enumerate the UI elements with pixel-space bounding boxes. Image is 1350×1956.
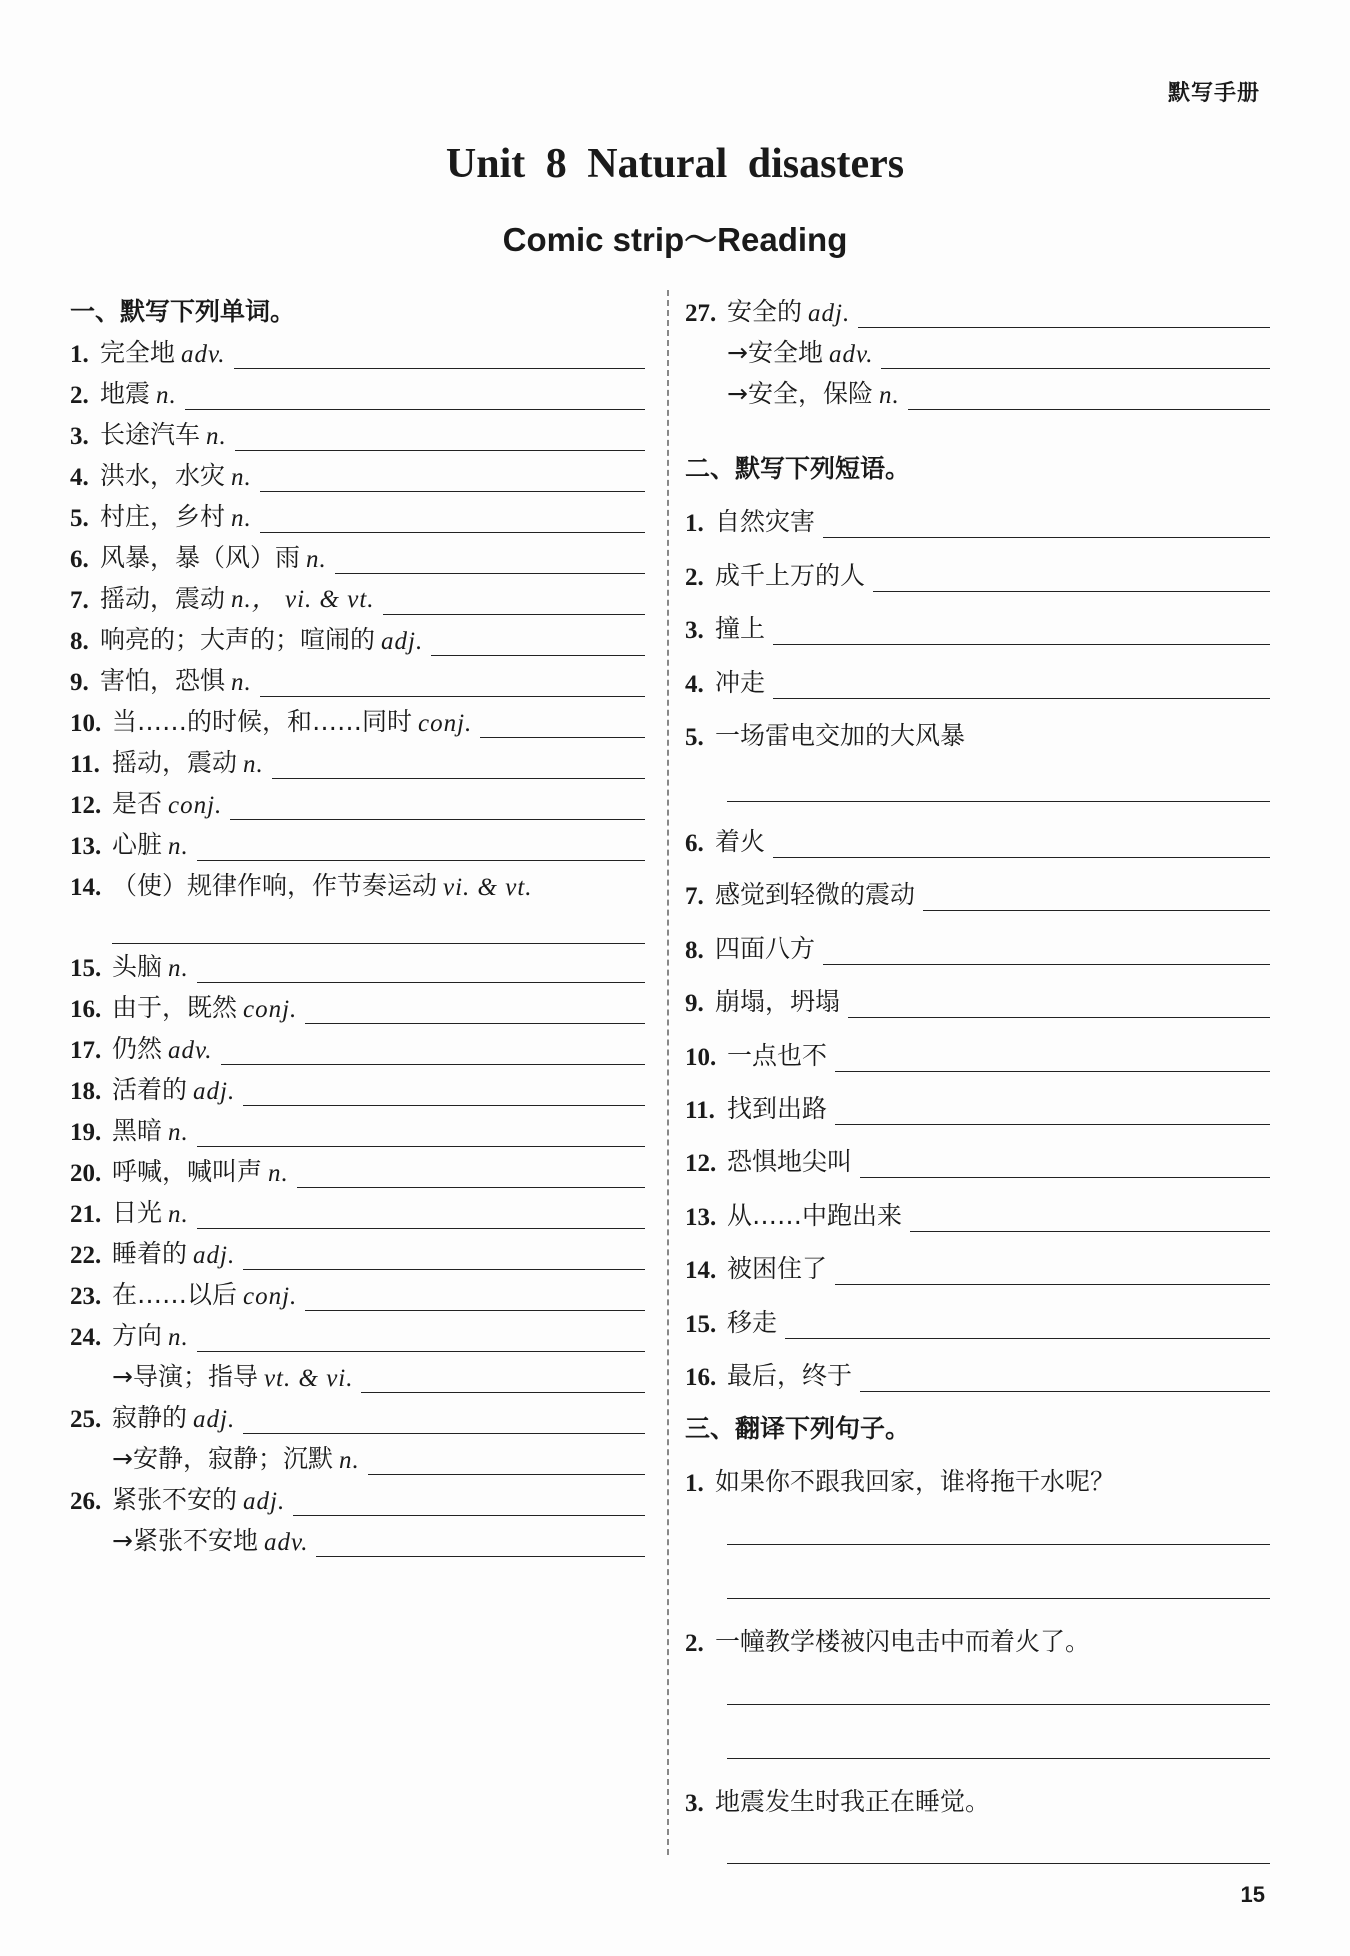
page-title: Unit 8 Natural disasters — [445, 141, 905, 187]
word-item — [70, 575, 645, 615]
word-item — [70, 698, 645, 738]
word-item — [70, 739, 645, 779]
word-item — [685, 288, 1270, 328]
phrase-item — [685, 498, 1270, 538]
item-number: 8. — [685, 937, 704, 964]
item-pos: adj. — [193, 1242, 236, 1269]
item-number: 15. — [685, 1311, 717, 1338]
item-chinese: 仍然 — [112, 1034, 163, 1063]
item-pos: adj. — [808, 300, 851, 327]
phrase-item — [685, 1032, 1270, 1072]
item-pos: n. — [231, 464, 252, 491]
item-chinese: 在……以后 — [112, 1280, 238, 1309]
item-number: 21. — [70, 1201, 102, 1228]
page-number: 15 — [1240, 1882, 1265, 1907]
item-pos: adj. — [193, 1406, 236, 1433]
word-item — [70, 1107, 645, 1147]
item-number: 2. — [685, 564, 704, 591]
phrase-item — [685, 1085, 1270, 1125]
word-item — [70, 329, 645, 369]
phrase-item — [685, 659, 1270, 699]
item-number: 3. — [685, 1790, 704, 1817]
word-item-derived — [685, 370, 1270, 410]
answer-blank[interactable] — [235, 423, 645, 451]
word-item — [70, 1189, 645, 1229]
header-label: 默写手册 — [1167, 81, 1260, 106]
item-chinese: 自然灾害 — [715, 507, 816, 536]
item-pos: vi. & vt. — [443, 874, 533, 901]
item-number: 16. — [70, 996, 102, 1023]
word-item — [70, 534, 645, 574]
word-item — [70, 780, 645, 820]
item-chinese: 四面八方 — [715, 934, 816, 963]
answer-blank[interactable] — [835, 1257, 1270, 1285]
item-number: 26. — [70, 1488, 102, 1515]
item-chinese: 长途汽车 — [100, 420, 201, 449]
phrase-item — [685, 1192, 1270, 1232]
answer-blank[interactable] — [727, 1543, 1270, 1545]
item-number: 19. — [70, 1119, 102, 1146]
answer-blank[interactable] — [316, 1529, 645, 1557]
word-item — [70, 493, 645, 533]
word-item — [70, 1066, 645, 1106]
answer-blank[interactable] — [860, 1364, 1270, 1392]
item-pos: adj. — [381, 628, 424, 655]
item-number: 15. — [70, 955, 102, 982]
section3-heading: 三、翻译下列句子。 — [685, 1414, 911, 1443]
word-item — [70, 1025, 645, 1065]
item-chinese: 移走 — [727, 1308, 778, 1337]
answer-blank[interactable] — [908, 382, 1270, 410]
phrase-item — [685, 1352, 1270, 1392]
answer-blank[interactable] — [260, 669, 645, 697]
column-divider — [667, 290, 669, 1855]
word-item — [70, 1312, 645, 1352]
sentence-item — [685, 1458, 1270, 1498]
answer-blank[interactable] — [243, 1406, 645, 1434]
answer-blank[interactable] — [197, 1201, 645, 1229]
item-chinese: 从……中跑出来 — [727, 1201, 903, 1230]
item-chinese: 一幢教学楼被闪电击中而着火了。 — [715, 1627, 1091, 1656]
phrase-item — [685, 978, 1270, 1018]
item-pos: n. — [168, 955, 189, 982]
word-item — [70, 943, 645, 983]
item-pos: adj. — [193, 1078, 236, 1105]
item-chinese: →导演；指导 — [112, 1362, 258, 1391]
answer-blank[interactable] — [221, 1037, 645, 1065]
item-pos: adv. — [828, 341, 874, 368]
word-item — [70, 1230, 645, 1270]
item-number: 5. — [685, 724, 704, 751]
item-chinese: 完全地 — [100, 338, 176, 367]
word-item — [70, 1148, 645, 1188]
item-number: 17. — [70, 1037, 102, 1064]
item-chinese: 一点也不 — [727, 1041, 828, 1070]
answer-blank[interactable] — [727, 800, 1270, 802]
item-number: 25. — [70, 1406, 102, 1433]
item-chinese: 恐惧地尖叫 — [727, 1147, 853, 1176]
item-pos: n. — [168, 833, 189, 860]
item-chinese: 感觉到轻微的震动 — [715, 880, 916, 909]
item-chinese: 活着的 — [112, 1075, 188, 1104]
item-pos: adv. — [168, 1037, 213, 1064]
item-chinese: →安静，寂静；沉默 — [112, 1444, 333, 1473]
answer-blank[interactable] — [230, 792, 645, 820]
answer-blank[interactable] — [773, 617, 1270, 645]
item-number: 10. — [70, 710, 102, 737]
answer-blank[interactable] — [727, 1703, 1270, 1705]
item-pos: n. — [156, 382, 177, 409]
word-item — [70, 657, 645, 697]
answer-blank[interactable] — [383, 587, 645, 615]
item-number: 12. — [685, 1150, 717, 1177]
item-chinese: 害怕，恐惧 — [100, 666, 226, 695]
answer-blank[interactable] — [858, 300, 1270, 328]
item-chinese: 当……的时候，和……同时 — [112, 707, 413, 736]
word-item — [70, 821, 645, 861]
answer-blank[interactable] — [860, 1150, 1270, 1178]
word-item-derived — [70, 1435, 645, 1475]
item-pos: conj. — [243, 1283, 298, 1310]
answer-blank[interactable] — [197, 1324, 645, 1352]
item-chinese: 着火 — [715, 827, 766, 856]
item-number: 2. — [70, 382, 89, 409]
item-number: 11. — [70, 751, 100, 778]
answer-blank[interactable] — [785, 1311, 1270, 1339]
item-number: 18. — [70, 1078, 102, 1105]
item-number: 23. — [70, 1283, 102, 1310]
answer-blank[interactable] — [368, 1447, 645, 1475]
item-number: 13. — [685, 1204, 717, 1231]
word-item — [70, 452, 645, 492]
phrase-item — [685, 712, 1270, 752]
item-chinese: 心脏 — [112, 830, 163, 859]
item-chinese: 头脑 — [112, 952, 163, 981]
item-pos: n. — [206, 423, 227, 450]
item-chinese: 安全的 — [727, 297, 803, 326]
answer-blank[interactable] — [881, 341, 1270, 369]
item-pos: n. — [168, 1324, 189, 1351]
item-pos: n. — [268, 1160, 289, 1187]
item-chinese: 找到出路 — [727, 1094, 828, 1123]
item-number: 14. — [70, 874, 102, 901]
item-number: 10. — [685, 1044, 717, 1071]
phrase-item — [685, 818, 1270, 858]
item-pos: n. — [243, 751, 264, 778]
item-chinese: 最后，终于 — [727, 1361, 853, 1390]
section3-heading-line — [685, 1405, 1270, 1445]
answer-blank[interactable] — [727, 1757, 1270, 1759]
answer-blank[interactable] — [361, 1365, 645, 1393]
item-number: 12. — [70, 792, 102, 819]
item-chinese: 摇动，震动 — [100, 584, 226, 613]
sentence-item — [685, 1778, 1270, 1818]
item-pos: vt. & vi. — [263, 1365, 354, 1392]
answer-blank[interactable] — [480, 710, 645, 738]
answer-blank[interactable] — [835, 1044, 1270, 1072]
item-number: 13. — [70, 833, 102, 860]
item-pos: adv. — [181, 341, 226, 368]
item-chinese: 日光 — [112, 1198, 163, 1227]
item-number: 3. — [685, 617, 704, 644]
answer-blank[interactable] — [773, 671, 1270, 699]
item-chinese: →紧张不安地 — [112, 1526, 258, 1555]
item-pos: n. — [231, 505, 252, 532]
phrase-item — [685, 871, 1270, 911]
word-item — [70, 862, 645, 902]
item-number: 9. — [70, 669, 89, 696]
answer-blank[interactable] — [260, 505, 645, 533]
answer-blank[interactable] — [910, 1204, 1270, 1232]
item-number: 7. — [685, 883, 704, 910]
item-number: 6. — [70, 546, 89, 573]
answer-blank[interactable] — [297, 1160, 645, 1188]
item-chinese: 洪水，水灾 — [100, 461, 226, 490]
phrase-item — [685, 1299, 1270, 1339]
item-chinese: 被困住了 — [727, 1254, 828, 1283]
item-number: 1. — [685, 1470, 704, 1497]
word-item-derived — [70, 1353, 645, 1393]
item-number: 1. — [685, 510, 704, 537]
answer-blank[interactable] — [305, 996, 645, 1024]
item-chinese: 村庄，乡村 — [100, 502, 226, 531]
answer-blank[interactable] — [335, 546, 645, 574]
answer-blank[interactable] — [431, 628, 645, 656]
answer-blank[interactable] — [185, 382, 645, 410]
item-number: 16. — [685, 1364, 717, 1391]
answer-blank[interactable] — [260, 464, 645, 492]
item-number: 24. — [70, 1324, 102, 1351]
item-chinese: 睡着的 — [112, 1239, 188, 1268]
item-chinese: 是否 — [112, 789, 163, 818]
item-chinese: 地震发生时我正在睡觉。 — [715, 1787, 991, 1816]
item-pos: n. — [878, 382, 900, 409]
answer-blank[interactable] — [305, 1283, 645, 1311]
answer-blank[interactable] — [873, 564, 1270, 592]
item-pos: n.， vi. & vt. — [231, 586, 375, 613]
item-number: 6. — [685, 830, 704, 857]
item-chinese: 风暴，暴（风）雨 — [100, 543, 301, 572]
item-chinese: 呼喊，喊叫声 — [112, 1157, 263, 1186]
section1-heading-line — [70, 288, 645, 328]
section2-heading-line — [685, 445, 1270, 485]
item-number: 2. — [685, 1630, 704, 1657]
word-item-derived — [685, 329, 1270, 369]
word-item — [70, 1271, 645, 1311]
phrase-item — [685, 925, 1270, 965]
answer-blank[interactable] — [848, 990, 1270, 1018]
sentence-item — [685, 1618, 1270, 1658]
page-subtitle: Comic strip～Reading — [502, 221, 848, 258]
item-pos: n. — [338, 1447, 360, 1474]
item-chinese: 地震 — [100, 379, 151, 408]
phrase-item — [685, 1245, 1270, 1285]
item-pos: n. — [306, 546, 327, 573]
item-number: 1. — [70, 341, 89, 368]
item-chinese: 如果你不跟我回家，谁将拖干水呢？ — [715, 1467, 1116, 1496]
item-number: 4. — [70, 464, 89, 491]
word-item — [70, 616, 645, 656]
item-pos: adj. — [243, 1488, 286, 1515]
word-item — [70, 370, 645, 410]
item-number: 27. — [685, 300, 717, 327]
item-number: 4. — [685, 671, 704, 698]
item-chinese: →安全，保险 — [727, 379, 873, 408]
item-pos: conj. — [418, 710, 473, 737]
answer-blank[interactable] — [835, 1097, 1270, 1125]
word-item — [70, 1476, 645, 1516]
answer-blank[interactable] — [727, 1862, 1270, 1864]
item-number: 3. — [70, 423, 89, 450]
answer-blank[interactable] — [243, 1078, 645, 1106]
item-chinese: 方向 — [112, 1321, 163, 1350]
section2-heading: 二、默写下列短语。 — [685, 454, 911, 483]
item-pos: conj. — [243, 996, 298, 1023]
answer-blank[interactable] — [197, 1119, 645, 1147]
item-chinese: （使）规律作响，作节奏运动 — [112, 871, 438, 900]
item-number: 7. — [70, 587, 89, 614]
word-item — [70, 411, 645, 451]
item-pos: n. — [168, 1119, 189, 1146]
item-chinese: 紧张不安的 — [112, 1485, 238, 1514]
answer-blank[interactable] — [234, 341, 645, 369]
answer-blank[interactable] — [727, 1597, 1270, 1599]
answer-blank[interactable] — [243, 1242, 645, 1270]
item-number: 9. — [685, 990, 704, 1017]
item-chinese: 由于，既然 — [112, 993, 238, 1022]
item-chinese: 成千上万的人 — [715, 561, 866, 590]
item-number: 8. — [70, 628, 89, 655]
item-chinese: 寂静的 — [112, 1403, 188, 1432]
answer-blank[interactable] — [293, 1488, 645, 1516]
word-item — [70, 984, 645, 1024]
answer-blank[interactable] — [923, 883, 1270, 911]
word-item-derived — [70, 1517, 645, 1557]
item-chinese: 撞上 — [715, 614, 766, 643]
answer-blank[interactable] — [823, 510, 1270, 538]
phrase-item — [685, 552, 1270, 592]
answer-blank[interactable] — [197, 833, 645, 861]
item-pos: adv. — [263, 1529, 309, 1556]
answer-blank[interactable] — [773, 830, 1270, 858]
item-chinese: 崩塌，坍塌 — [715, 987, 841, 1016]
item-chinese: 黑暗 — [112, 1116, 163, 1145]
item-chinese: 冲走 — [715, 668, 766, 697]
item-chinese: 一场雷电交加的大风暴 — [715, 721, 966, 750]
item-pos: n. — [168, 1201, 189, 1228]
answer-blank[interactable] — [197, 955, 645, 983]
item-number: 22. — [70, 1242, 102, 1269]
answer-blank[interactable] — [823, 937, 1270, 965]
item-number: 5. — [70, 505, 89, 532]
item-chinese: 摇动，震动 — [112, 748, 238, 777]
item-number: 11. — [685, 1097, 715, 1124]
answer-blank[interactable] — [272, 751, 645, 779]
phrase-item — [685, 605, 1270, 645]
phrase-item — [685, 1138, 1270, 1178]
item-number: 14. — [685, 1257, 717, 1284]
item-pos: n. — [231, 669, 252, 696]
item-chinese: 响亮的；大声的；喧闹的 — [100, 625, 376, 654]
word-item — [70, 1394, 645, 1434]
section1-heading: 一、默写下列单词。 — [70, 297, 296, 326]
item-chinese: →安全地 — [727, 338, 823, 367]
item-pos: conj. — [168, 792, 223, 819]
item-number: 20. — [70, 1160, 102, 1187]
